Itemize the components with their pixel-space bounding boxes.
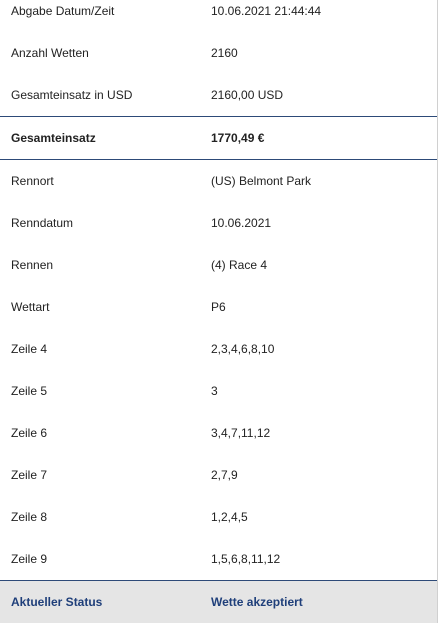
detail-row-total-stake	[0, 117, 437, 159]
detail-row-line-8	[0, 496, 437, 538]
row-label: Zeile 7	[11, 468, 48, 482]
detail-row-submission-datetime	[0, 0, 437, 32]
row-value: 10.06.2021 21:44:44	[211, 4, 322, 18]
detail-row-racecourse	[0, 160, 437, 202]
row-value: 1770,49 €	[211, 131, 265, 145]
detail-row-current-status	[0, 581, 437, 623]
row-value: (4) Race 4	[211, 258, 268, 272]
row-value: 3	[211, 384, 218, 398]
detail-row-total-stake-usd	[0, 74, 437, 116]
detail-row-bet-type	[0, 286, 437, 328]
row-label: Zeile 5	[11, 384, 48, 398]
detail-row-race	[0, 244, 437, 286]
status-value: Wette akzeptiert	[211, 595, 303, 609]
row-label: Rennort	[11, 174, 54, 188]
row-label: Gesamteinsatz	[11, 131, 96, 145]
row-value: 2,7,9	[211, 468, 238, 482]
row-label: Gesamteinsatz in USD	[11, 88, 133, 102]
row-value: 1,5,6,8,11,12	[211, 552, 281, 566]
row-value: (US) Belmont Park	[211, 174, 312, 188]
row-label: Rennen	[11, 258, 54, 272]
detail-row-line-6	[0, 412, 437, 454]
status-label: Aktueller Status	[11, 595, 103, 609]
row-label: Abgabe Datum/Zeit	[11, 4, 115, 18]
row-value: P6	[211, 300, 226, 314]
row-value: 2160,00 USD	[211, 88, 284, 102]
row-value: 10.06.2021	[211, 216, 272, 230]
detail-row-bet-count	[0, 32, 437, 74]
row-label: Anzahl Wetten	[11, 46, 89, 60]
detail-row-line-5	[0, 370, 437, 412]
row-label: Wettart	[11, 300, 50, 314]
row-value: 2160	[211, 46, 238, 60]
row-value: 2,3,4,6,8,10	[211, 342, 275, 356]
row-label: Zeile 9	[11, 552, 48, 566]
row-label: Renndatum	[11, 216, 74, 230]
row-value: 1,2,4,5	[211, 510, 248, 524]
row-label: Zeile 8	[11, 510, 48, 524]
row-label: Zeile 4	[11, 342, 48, 356]
detail-row-race-date	[0, 202, 437, 244]
detail-row-line-4	[0, 328, 437, 370]
row-label: Zeile 6	[11, 426, 48, 440]
detail-row-line-9	[0, 538, 437, 580]
row-value: 3,4,7,11,12	[211, 426, 271, 440]
detail-row-line-7	[0, 454, 437, 496]
